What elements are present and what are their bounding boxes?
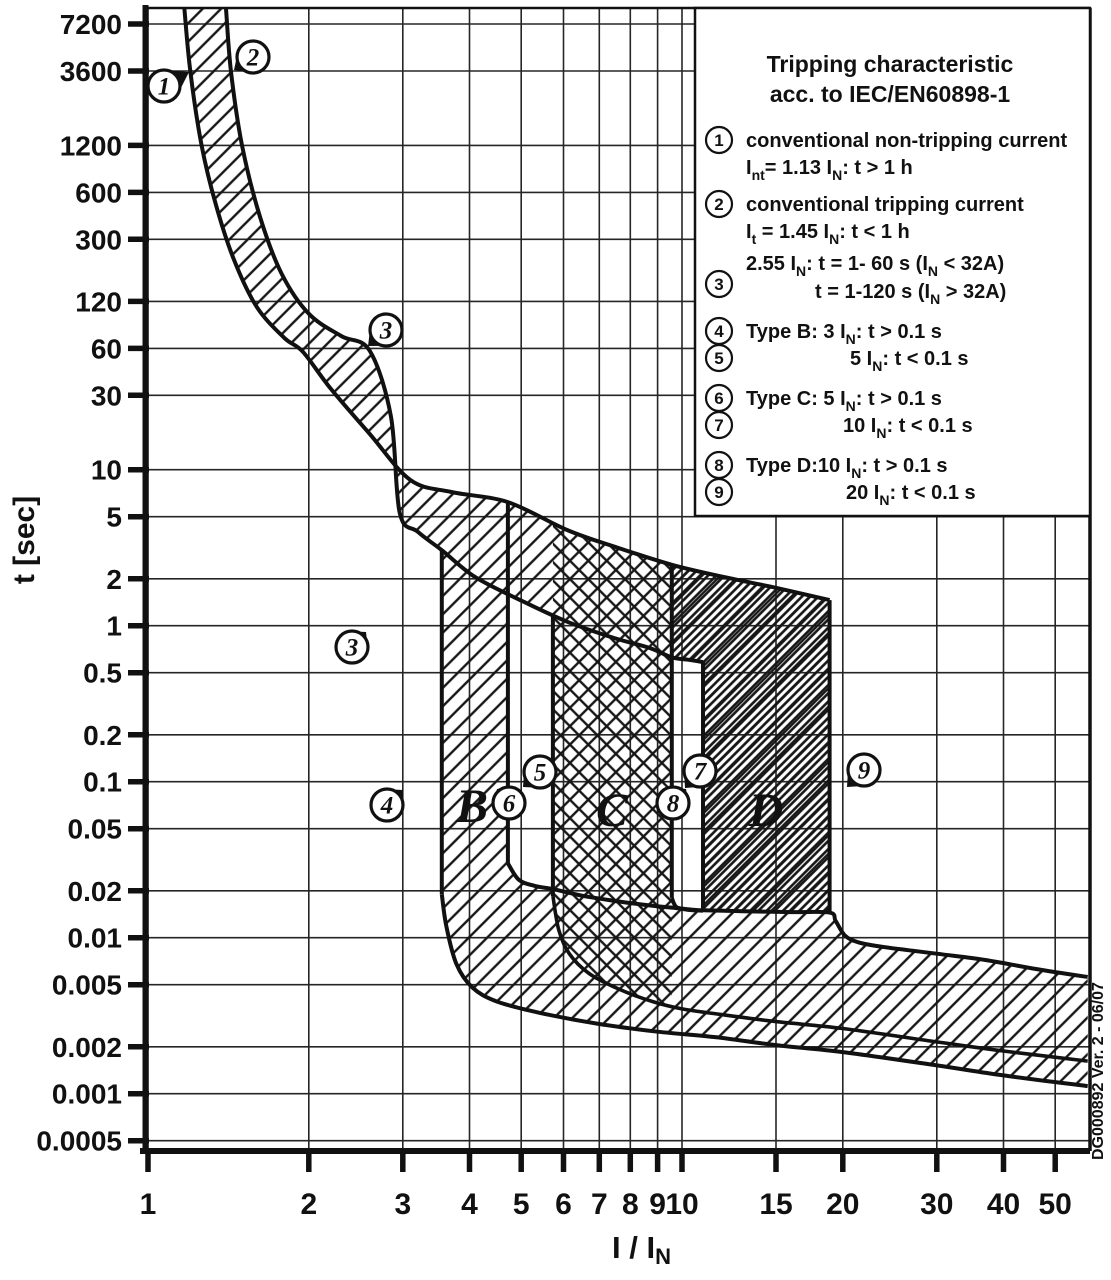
marker-3-3 <box>336 631 368 663</box>
y-tick-label-0.5: 0.5 <box>83 657 122 689</box>
x-tick-label-9: 9 <box>649 1188 666 1221</box>
legend-item-number: 6 <box>714 389 724 408</box>
marker-number: 3 <box>379 317 393 345</box>
y-tick-label-0.05: 0.05 <box>67 813 122 845</box>
marker-number: 7 <box>693 758 707 786</box>
hatch-region-band-c <box>553 519 672 1006</box>
band-letter-B: B <box>455 780 489 833</box>
y-tick-label-30: 30 <box>90 380 122 412</box>
x-tick-label-1: 1 <box>139 1188 157 1221</box>
y-tick-label-2: 2 <box>106 563 122 595</box>
y-tick-label-120: 120 <box>75 286 122 318</box>
legend-item-text: 20 $I_N$: t < 0.1 s <box>846 482 976 508</box>
marker-number: 6 <box>502 790 516 818</box>
x-tick-label-50: 50 <box>1038 1188 1072 1221</box>
legend-item-text: Type D:10 $I_N$: t > 0.1 s <box>746 455 948 481</box>
marker-6-6 <box>493 787 525 819</box>
x-tick-label-2: 2 <box>300 1188 318 1221</box>
marker-number: 2 <box>246 44 260 72</box>
legend-item-number: 1 <box>714 131 724 150</box>
legend-box-group <box>695 8 1090 516</box>
x-tick-label-20: 20 <box>826 1188 860 1221</box>
y-tick-label-0.002: 0.002 <box>51 1031 122 1063</box>
y-tick-label-0.0005: 0.0005 <box>36 1125 122 1157</box>
legend-item-text: $I_t = 1.45$ $I_N$: t < 1 h <box>746 221 910 247</box>
marker-number: 3 <box>345 634 359 662</box>
marker-3-2 <box>368 314 402 346</box>
legend-item-text: 5 $I_N$: t < 0.1 s <box>850 348 969 374</box>
legend-item-text: Type B: 3 $I_N$: t > 0.1 s <box>746 321 942 347</box>
marker-2-1 <box>234 41 269 73</box>
x-tick-label-40: 40 <box>986 1188 1021 1221</box>
marker-number: 5 <box>533 759 547 787</box>
y-tick-label-7200: 7200 <box>59 9 122 40</box>
band-letter-C: C <box>595 784 629 837</box>
y-tick-label-10: 10 <box>90 454 122 486</box>
y-tick-label-600: 600 <box>75 177 122 209</box>
curve-cd-gap-arc <box>672 898 703 911</box>
marker-number: 1 <box>157 73 171 101</box>
y-tick-label-0.001: 0.001 <box>51 1078 122 1110</box>
marker-8-8 <box>657 787 689 819</box>
y-axis-title: t [sec] <box>8 495 41 585</box>
x-tick-label-10: 10 <box>665 1188 699 1221</box>
legend-item-text: 10 $I_N$: t < 0.1 s <box>843 415 973 441</box>
marker-number: 9 <box>857 757 871 785</box>
marker-4-4 <box>371 789 403 821</box>
x-tick-label-15: 15 <box>759 1188 793 1221</box>
legend-item-number: 8 <box>714 456 724 475</box>
x-tick-label-7: 7 <box>590 1188 608 1221</box>
y-tick-label-0.1: 0.1 <box>83 766 122 798</box>
legend-item-text: 2.55 $I_N$: t = 1- 60 s $(I_N < 32A)$ <box>746 253 1005 279</box>
x-axis-title <box>612 1230 671 1269</box>
legend-item-number: 9 <box>714 483 724 502</box>
watermark-text: DG000892 Ver. 2 - 06/07 <box>1090 982 1107 1160</box>
legend-item-number: 2 <box>714 195 724 214</box>
x-tick-label-5: 5 <box>512 1188 530 1221</box>
x-tick-label-4: 4 <box>461 1188 478 1221</box>
legend-item-number: 4 <box>714 322 724 341</box>
hatch-region-band-d <box>672 565 830 913</box>
legend-item-text: t = 1-120 s $(I_N > 32A)$ <box>815 281 1007 307</box>
band-letter-D: D <box>748 784 784 837</box>
legend-item-number: 5 <box>714 349 724 368</box>
x-tick-label-8: 8 <box>621 1188 639 1221</box>
legend-item-number: 7 <box>714 416 724 435</box>
legend-item-text: conventional tripping current <box>746 194 1024 216</box>
y-tick-label-60: 60 <box>90 333 122 365</box>
legend-item-number: 3 <box>714 275 724 294</box>
x-tick-label-30: 30 <box>920 1188 954 1221</box>
y-tick-label-1200: 1200 <box>59 130 122 162</box>
x-tick-label-6: 6 <box>555 1188 572 1221</box>
marker-1-0 <box>148 70 189 102</box>
y-tick-label-0.02: 0.02 <box>67 875 122 907</box>
y-tick-label-0.005: 0.005 <box>51 969 122 1001</box>
y-tick-label-1: 1 <box>106 610 122 642</box>
legend-title-line1: Tripping characteristic <box>766 51 1014 77</box>
legend-title-line2: acc. to IEC/EN60898-1 <box>769 81 1011 107</box>
x-axis-title-text: I / IN <box>612 1230 671 1269</box>
y-tick-label-5: 5 <box>106 501 122 533</box>
y-tick-label-3600: 3600 <box>59 56 122 87</box>
legend-item-text: $I_{nt}= 1.13$ $I_N$: t > 1 h <box>746 157 913 183</box>
marker-7-7 <box>684 755 716 788</box>
marker-9-9 <box>847 754 880 787</box>
legend-item-text: Type C: 5 $I_N$: t > 0.1 s <box>746 388 942 414</box>
marker-number: 4 <box>380 792 394 820</box>
y-tick-label-300: 300 <box>75 224 122 256</box>
x-tick-label-3: 3 <box>394 1188 412 1221</box>
y-tick-label-0.2: 0.2 <box>83 719 122 751</box>
marker-number: 8 <box>666 790 680 818</box>
y-tick-label-0.01: 0.01 <box>67 922 122 954</box>
legend-item-text: conventional non-tripping current <box>746 130 1068 152</box>
marker-5-5 <box>523 756 556 788</box>
